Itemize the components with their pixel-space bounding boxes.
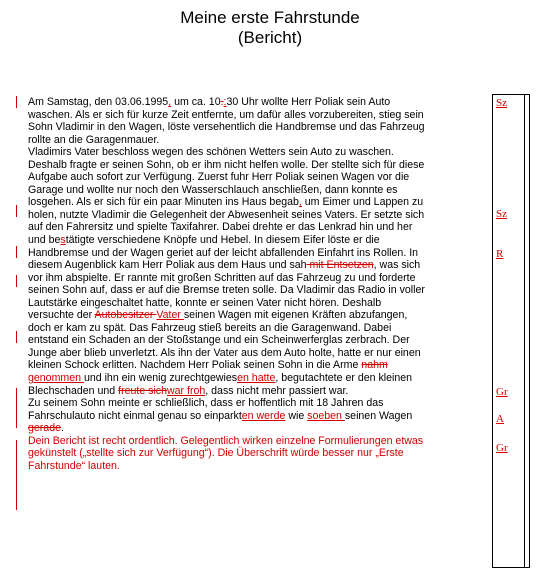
report-line (28, 284, 484, 297)
text-segment: Zu seinem Sohn meinte er schließlich, dass er hoffentlich mit 18 Jahren das (28, 397, 384, 410)
text-segment: seinen Sohn auf, dass er auf die Bremse treten solle. Da Vladimir das Radio in voller (28, 284, 425, 297)
text-segment: Aufgabe auch sofort zur Verfügung. Zuerst fuhr Herr Poliak seinen Wagen vor die (28, 171, 410, 184)
report-line (28, 159, 484, 172)
text-segment: losgehen. Als er sich für ein paar Minuten ins Haus begab (28, 196, 299, 209)
report-line (28, 221, 484, 234)
teacher-comment: gekünstelt („stellte sich zur Verfügung“). Die Überschrift würde besser nur „Erste (28, 447, 404, 460)
report-line (28, 209, 484, 222)
margin-mark: A (496, 413, 504, 425)
report-line (28, 297, 484, 310)
inserted-correction: en werde (241, 409, 286, 422)
text-segment: Vladimirs Vater beschloss wegen des schönen Wetters sein Auto zu waschen. (28, 146, 394, 159)
report-line (28, 184, 484, 197)
report-text (28, 96, 484, 472)
inserted-correction: genommen (28, 372, 84, 385)
text-segment: wie (285, 409, 308, 422)
deleted-text: freute sich (118, 384, 167, 397)
inserted-correction: , (168, 96, 172, 108)
correction-bar (16, 331, 17, 343)
inserted-correction: : (223, 96, 227, 108)
text-segment: . (61, 422, 64, 435)
report-line (28, 397, 484, 410)
text-segment: Junge aber blieb unverletzt. Als ihn der Vater aus dem Auto holte, hatte er nur einen (28, 346, 421, 359)
deleted-text: . (220, 96, 224, 108)
report-line (28, 410, 484, 423)
report-line (28, 109, 484, 122)
report-line (28, 309, 484, 322)
report-line (28, 460, 484, 473)
page-subtitle: (Bericht) (237, 28, 303, 47)
correction-bar (16, 275, 17, 287)
report-line (28, 96, 484, 109)
text-segment: seinen Wagen mit eigenen Kräften abzufangen, (183, 309, 408, 322)
text-segment: Handbremse und der Wagen geriet auf der leicht abfallenden Einfahrt ins Rollen. In (28, 246, 419, 259)
text-segment: Blechschaden und (28, 384, 119, 397)
inserted-correction: , (298, 196, 302, 209)
report-line (28, 385, 484, 398)
text-segment: , dass nicht mehr passiert war. (205, 384, 349, 397)
text-segment: vor ihm abspielte. Er rannte mit großen Schritten auf das Fahrzeug zu und forderte (28, 271, 416, 284)
deleted-text: gerade (28, 422, 61, 435)
report-line (28, 234, 484, 247)
margin-mark: Gr (496, 386, 508, 398)
correction-bar (16, 246, 17, 258)
text-segment: doch er kam zu spät. Das Fahrzeug stieß bereits an die Garagenwand. Dabei (28, 321, 392, 334)
deleted-text: Autobesitzer (94, 309, 157, 322)
text-segment: Deshalb fragte er seinen Sohn, ob er ihm nicht helfen wolle. Der stellte sich für diese (28, 158, 425, 171)
deleted-text: nahm (361, 359, 388, 372)
report-line (28, 372, 484, 385)
correction-bar (16, 388, 17, 428)
margin-mark: Sz (496, 97, 507, 109)
report-line (28, 359, 484, 372)
teacher-comment: Dein Bericht ist recht ordentlich. Gelegentlich wirken einzelne Formulierungen etwas (28, 434, 424, 447)
correction-bar (16, 440, 17, 510)
text-segment: entstand ein Schaden an der Stoßstange und ein Scheinwerferglas zerbrach. Der (28, 334, 410, 347)
report-line (28, 171, 484, 184)
teacher-comment: Fahrstunde“ lauten. (28, 459, 120, 472)
report-line (28, 435, 484, 448)
report-line (28, 196, 484, 209)
text-segment: versuchte der (28, 309, 95, 322)
text-segment: auf den Fahrersitz und spielte Taxifahrer. Dabei drehte er das Lenkrad hin und her (28, 221, 413, 234)
text-segment: 30 Uhr wollte Herr Poliak sein Auto (226, 96, 391, 108)
margin-mark: Gr (496, 442, 508, 454)
correction-bar (16, 96, 17, 108)
text-segment: , was sich (373, 259, 421, 272)
report-line (28, 259, 484, 272)
text-segment: kleinen Schock erlitten. Nachdem Herr Poliak seinen Sohn in die Arme (28, 359, 362, 372)
margin-mark: R (496, 248, 504, 260)
page-title: Meine erste Fahrstunde (180, 8, 360, 27)
text-segment: Sohn Vladimir in den Wagen, löste versehentlich die Handbremse und das Fahrzeug (28, 121, 425, 134)
report-line (28, 272, 484, 285)
text-segment: Garage und wollte nur noch den Wasserschlauch anschließen, dann konnte es (28, 183, 398, 196)
report-line (28, 334, 484, 347)
inserted-correction: Vater (156, 309, 184, 322)
report-line (28, 347, 484, 360)
inserted-correction: war froh (167, 384, 206, 397)
margin-divider (524, 94, 525, 568)
text-segment: und ihn ein wenig zurechtgewies (83, 372, 238, 385)
text-segment: Fahrschulauto nicht einmal genau so einparkt (28, 409, 242, 422)
margin-mark: Sz (496, 208, 507, 220)
text-segment: tätigte verschiedene Knöpfe und Hebel. In diesem Eifer löste er die (65, 234, 380, 247)
text-segment: diesem Augenblick kam Herr Poliak aus dem Haus und sah (28, 259, 307, 272)
text-segment: um Eimer und Lappen zu (301, 196, 424, 209)
text-segment: waschen. Als er sich für kurze Zeit entfernte, um dafür alles vorzubereiten, stieg sein (28, 108, 424, 121)
text-segment: rollte an die Garagenmauer. (28, 133, 160, 146)
report-line (28, 146, 484, 159)
report-line (28, 134, 484, 147)
text-segment: holen, nutzte Vladimir die Gelegenheit der Abwesenheit seines Vaters. Er setzte sich (28, 208, 425, 221)
report-line (28, 447, 484, 460)
deleted-text: mit Entsetzen (306, 259, 374, 272)
report-line (28, 422, 484, 435)
inserted-correction: s (60, 234, 66, 247)
text-segment: Am Samstag, den 03.06.1995 (28, 96, 169, 108)
text-segment: um ca. 10 (171, 96, 221, 108)
text-segment: , begutachtete er den kleinen (275, 372, 413, 385)
text-segment: seinen Wagen (344, 409, 413, 422)
inserted-correction: en hatte (237, 372, 276, 385)
correction-bar (16, 205, 17, 217)
text-segment: und be (28, 234, 61, 247)
inserted-correction: soeben (307, 409, 345, 422)
report-line (28, 247, 484, 260)
report-line (28, 121, 484, 134)
report-line (28, 322, 484, 335)
text-segment: Lautstärke eingeschaltet hatte, konnte er seinen Vater nicht hören. Deshalb (28, 296, 382, 309)
